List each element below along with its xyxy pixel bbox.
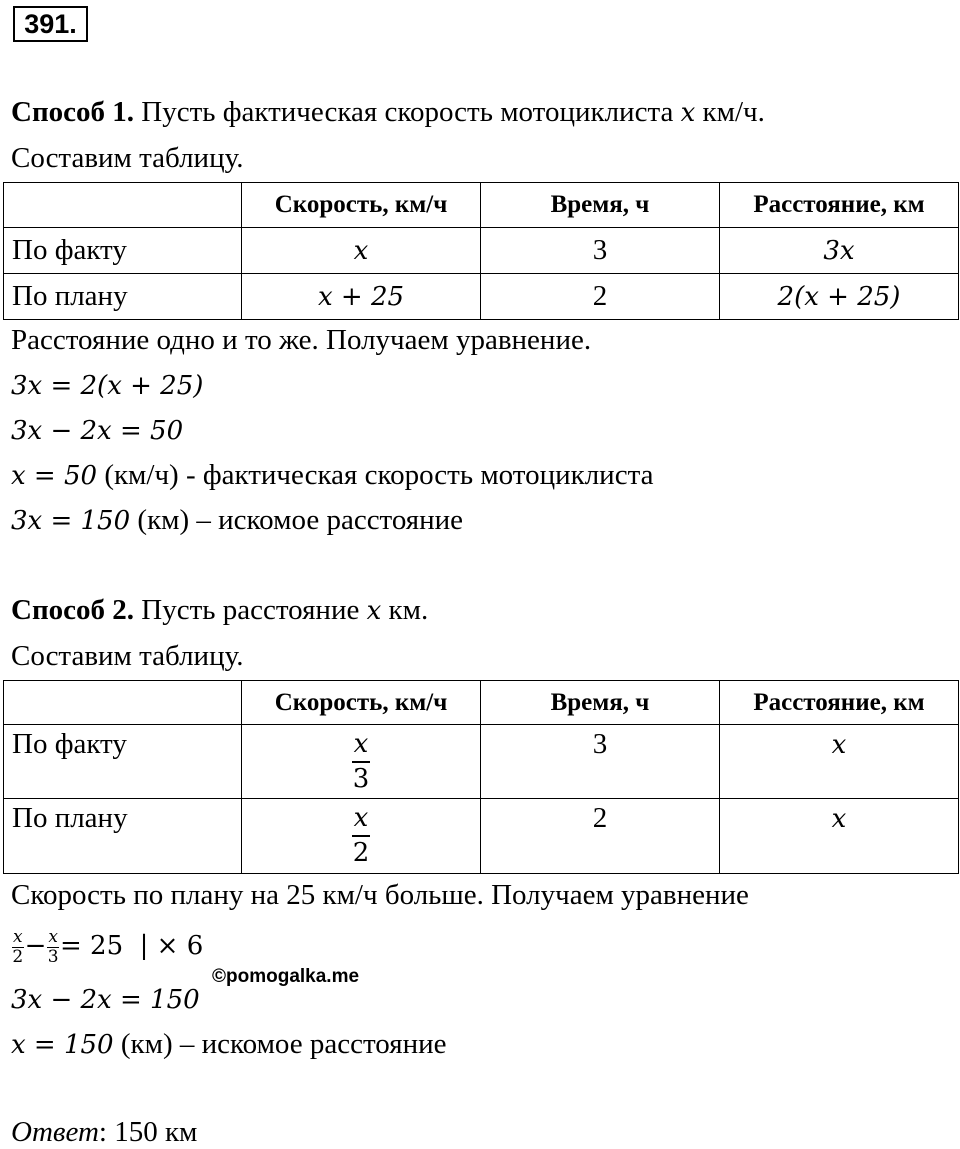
minus-sign: − <box>24 931 47 961</box>
method2-table-intro: Составим таблицу. <box>11 640 244 672</box>
fraction-numerator: x <box>13 926 23 947</box>
method1-eq4-text: (км) – искомое расстояние <box>130 504 464 536</box>
fraction-numerator: x <box>352 802 371 837</box>
method1-eq1: 3x = 2(x + 25) <box>11 371 204 401</box>
method1-eq3-text: (км/ч) - фактическая скорость мотоциклиста <box>97 459 654 491</box>
row-label: По факту <box>4 725 242 799</box>
method1-intro-unit: км/ч. <box>695 96 765 128</box>
method1-eq3-line <box>11 458 653 493</box>
method2-eq3-line <box>11 1027 447 1062</box>
method2-eq1-rest: = 25 | × 6 <box>59 931 204 961</box>
speed-fraction <box>352 802 371 870</box>
time-cell: 2 <box>481 799 720 874</box>
header-cell: Время, ч <box>481 183 720 228</box>
method1-statement: Расстояние одно и то же. Получаем уравнение. <box>11 324 592 356</box>
row-label: По факту <box>4 228 242 274</box>
distance-cell: x <box>831 730 847 760</box>
fraction-denominator: 2 <box>12 946 24 967</box>
method1-table <box>3 182 959 320</box>
time-cell: 3 <box>481 228 720 274</box>
method1-eq2-line <box>11 413 183 448</box>
method2-eq1-line <box>11 918 203 973</box>
fraction-denominator: 2 <box>352 838 370 868</box>
method2-statement: Скорость по плану на 25 км/ч больше. Получаем уравнение <box>11 879 749 911</box>
method1-intro-var: x <box>680 98 696 128</box>
row-label: По плану <box>4 799 242 874</box>
fraction-x-over-3 <box>47 928 59 967</box>
header-cell <box>4 681 242 725</box>
answer-label: Ответ <box>11 1116 99 1148</box>
distance-cell: 2(x + 25) <box>777 282 901 312</box>
method2-eq3-math: x = 150 <box>11 1030 114 1060</box>
header-cell: Расстояние, км <box>720 183 959 228</box>
fraction-numerator: x <box>352 728 371 763</box>
table-row <box>4 228 959 274</box>
table-header-row <box>4 183 959 228</box>
fraction-numerator: x <box>48 926 58 947</box>
method2-table <box>3 680 959 874</box>
problem-number: 391. <box>13 6 88 42</box>
method1-intro <box>11 95 765 130</box>
method2-label: Способ 2. <box>11 594 135 626</box>
answer-line <box>11 1115 197 1149</box>
header-cell: Расстояние, км <box>720 681 959 725</box>
speed-cell: x <box>353 236 369 266</box>
speed-cell: x + 25 <box>317 282 405 312</box>
header-cell: Скорость, км/ч <box>242 183 481 228</box>
header-cell: Время, ч <box>481 681 720 725</box>
method2-intro-unit: км. <box>381 594 429 626</box>
distance-cell: 3x <box>823 236 855 266</box>
fraction-denominator: 3 <box>47 946 59 967</box>
distance-cell: x <box>831 804 847 834</box>
method2-intro <box>11 593 428 628</box>
time-cell: 2 <box>481 274 720 320</box>
method2-eq3-text: (км) – искомое расстояние <box>113 1028 447 1060</box>
row-label: По плану <box>4 274 242 320</box>
method1-eq3-math: x = 50 <box>11 461 98 491</box>
table-row <box>4 725 959 799</box>
method2-eq2-line <box>11 982 200 1017</box>
method1-table-intro: Составим таблицу. <box>11 142 244 174</box>
method1-eq4-line <box>11 503 463 538</box>
method2-intro-text: Пусть расстояние <box>134 594 367 626</box>
fraction-denominator: 3 <box>352 763 370 794</box>
method2-intro-var: x <box>366 596 382 626</box>
header-cell: Скорость, км/ч <box>242 681 481 725</box>
method1-eq1-line <box>11 368 203 403</box>
answer-value: : 150 км <box>98 1116 198 1148</box>
watermark: ©pomogalka.me <box>212 966 360 987</box>
header-cell <box>4 183 242 228</box>
method1-eq2: 3x − 2x = 50 <box>11 416 184 446</box>
speed-fraction <box>352 728 371 796</box>
table-row <box>4 799 959 874</box>
method1-intro-text: Пусть фактическая скорость мотоциклиста <box>134 96 681 128</box>
method2-eq2: 3x − 2x = 150 <box>11 985 200 1015</box>
method1-eq4-math: 3x = 150 <box>11 506 131 536</box>
table-header-row <box>4 681 959 725</box>
time-cell: 3 <box>481 725 720 799</box>
table-row <box>4 274 959 320</box>
method1-label: Способ 1. <box>11 96 135 128</box>
fraction-x-over-2 <box>12 928 24 967</box>
